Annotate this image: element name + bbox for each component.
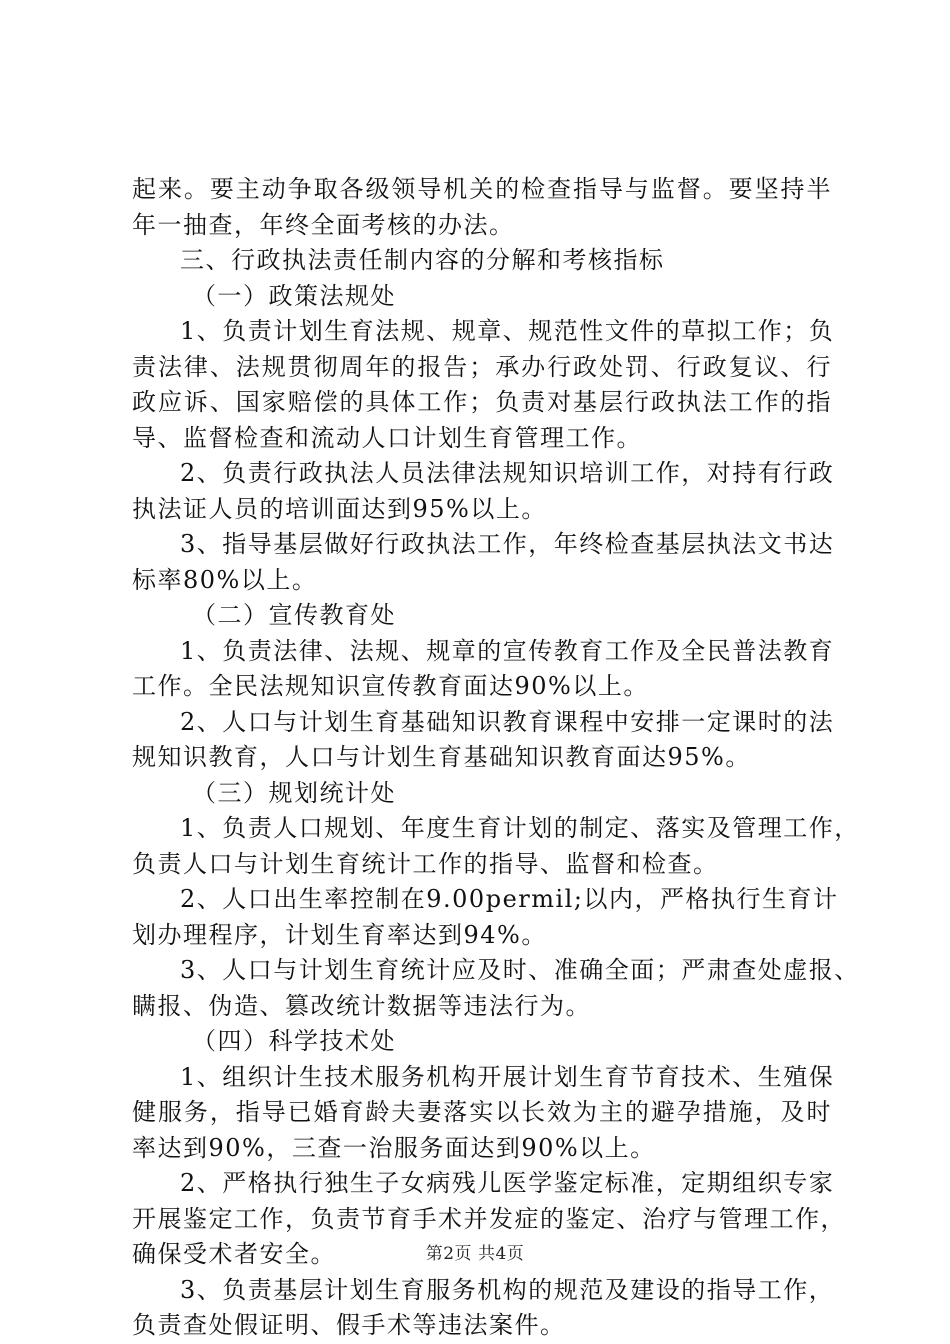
text-line: 负责查处假证明、假手术等违法案件。 [132, 1311, 566, 1339]
text-line: 工作。全民法规知识宣传教育面达90%以上。 [132, 672, 649, 700]
text-line: 1、负责计划生育法规、规章、规范性文件的草拟工作；负 [180, 317, 835, 345]
page-footer: 第2页 共4页 [425, 1244, 525, 1264]
subsection-heading: （四）科学技术处 [192, 1027, 396, 1055]
text-line: 政应诉、国家赔偿的具体工作；负责对基层行政执法工作的指 [132, 388, 832, 416]
text-line: 1、负责法律、法规、规章的宣传教育工作及全民普法教育 [180, 636, 835, 665]
text-line: 瞒报、伪造、篡改统计数据等违法行为。 [132, 991, 591, 1020]
text-line: 3、人口与计划生育统计应及时、准确全面；严肃查处虚报、 [180, 956, 860, 984]
text-line: 导、监督检查和流动人口计划生育管理工作。 [132, 423, 642, 452]
document-body [132, 172, 860, 1344]
text-line: 标率80%以上。 [132, 565, 318, 594]
text-line: 2、人口出生率控制在9.00permil;以内，严格执行生育计 [180, 885, 839, 913]
text-line: 开展鉴定工作，负责节育手术并发症的鉴定、治疗与管理工作， [132, 1204, 846, 1233]
text-line: 健服务，指导已婚育龄夫妻落实以长效为主的避孕措施，及时 [132, 1098, 832, 1126]
text-line: 确保受术者安全。 [132, 1240, 336, 1268]
text-line: 1、组织计生技术服务机构开展计划生育节育技术、生殖保 [180, 1062, 835, 1091]
text-line: 责法律、法规贯彻周年的报告；承办行政处罚、行政复议、行 [132, 352, 832, 381]
subsection-heading: （三）规划统计处 [192, 778, 396, 807]
text-line: 1、负责人口规划、年度生育计划的制定、落实及管理工作， [180, 814, 860, 842]
text-line: 负责人口与计划生育统计工作的指导、监督和检查。 [132, 849, 719, 878]
subsection-heading: （一）政策法规处 [192, 281, 396, 310]
text-line: 年一抽查，年终全面考核的办法。 [132, 210, 515, 239]
text-line: 3、指导基层做好行政执法工作，年终检查基层执法文书达 [180, 530, 835, 558]
section-heading: 三、行政执法责任制内容的分解和考核指标 [180, 246, 665, 274]
text-line: 规知识教育，人口与计划生育基础知识教育面达95%。 [132, 743, 751, 771]
text-line: 2、负责行政执法人员法律法规知识培训工作，对持有行政 [180, 459, 835, 487]
text-line: 3、负责基层计划生育服务机构的规范及建设的指导工作， [180, 1275, 835, 1304]
text-line: 2、人口与计划生育基础知识教育课程中安排一定课时的法 [180, 707, 835, 736]
text-line: 执法证人员的培训面达到95%以上。 [132, 494, 547, 523]
text-line: 划办理程序，计划生育率达到94%。 [132, 920, 547, 949]
text-line: 2、严格执行独生子女病残儿医学鉴定标准，定期组织专家 [180, 1169, 835, 1197]
text-line: 率达到90%，三查一治服务面达到90%以上。 [132, 1133, 656, 1162]
text-line: 起来。要主动争取各级领导机关的检查指导与监督。要坚持半 [132, 175, 832, 203]
subsection-heading: （二）宣传教育处 [192, 601, 396, 629]
